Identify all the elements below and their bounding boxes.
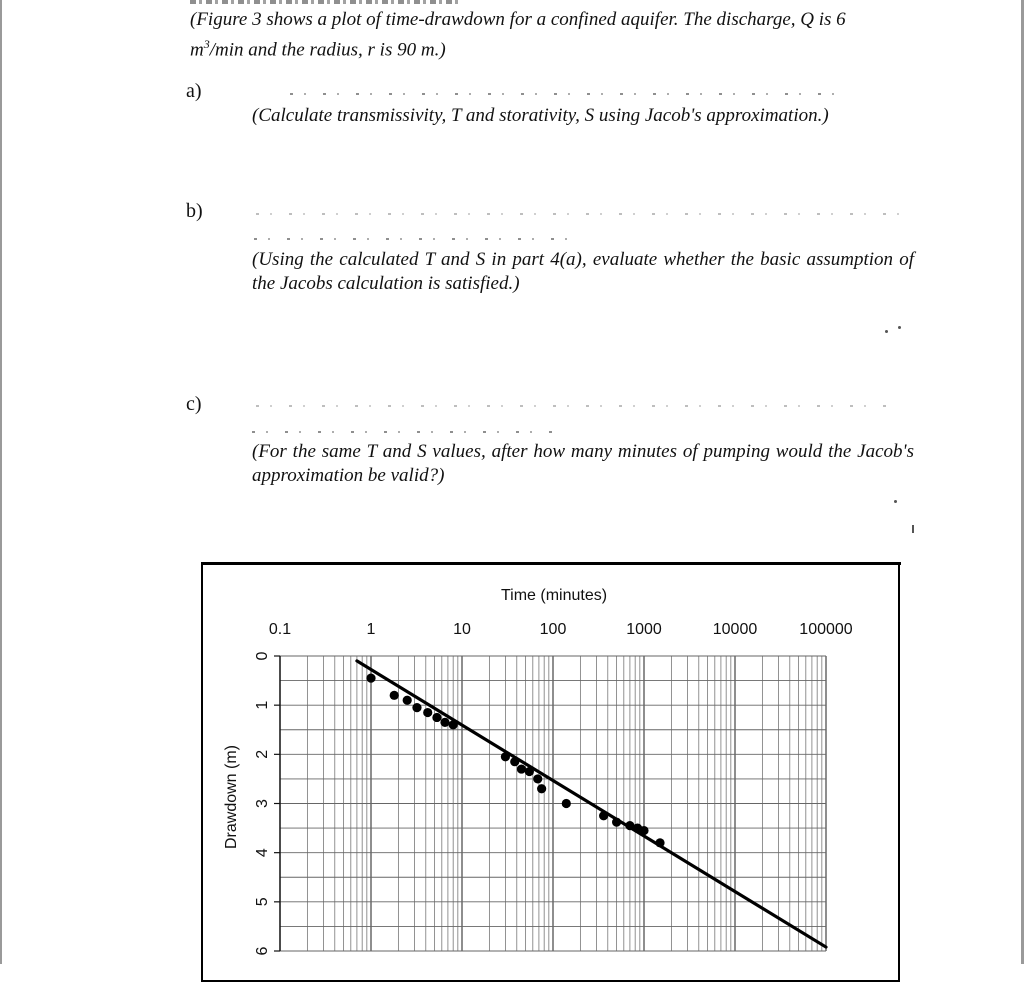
y-axis-label: Drawdown (m) xyxy=(223,744,240,850)
fit-line xyxy=(357,661,826,947)
data-point xyxy=(510,757,519,766)
data-point xyxy=(599,811,608,820)
x-tick-label: 100 xyxy=(539,621,567,638)
y-tick-label: 4 xyxy=(254,848,271,858)
data-point xyxy=(449,720,458,729)
part-b-question: (Using the calculated T and S in part 4(a), evaluate whether the basic assumption of the Jacobs calculation is satisfied.) xyxy=(252,249,914,294)
data-point xyxy=(403,696,412,705)
x-tick-label: 10000 xyxy=(712,621,758,638)
x-tick-label: 10 xyxy=(453,621,471,638)
intro-line-2: $m^3/\min$ and the radius, r is 90 m.) xyxy=(190,37,446,61)
data-point xyxy=(390,691,399,700)
y-tick-label: 2 xyxy=(254,749,271,759)
data-point xyxy=(423,708,432,717)
data-point xyxy=(612,818,621,827)
y-tick-label: 3 xyxy=(254,799,271,808)
data-point xyxy=(562,799,571,808)
data-point xyxy=(525,767,534,776)
x-tick-label: 100000 xyxy=(799,621,853,638)
part-c-question: (For the same T and S values, after how many minutes of pumping would the Jacob's approximation be valid?) xyxy=(252,441,914,486)
part-a-question: (Calculate transmissivity, T and storativity, S using Jacob's approximation.) xyxy=(252,105,829,126)
data-point xyxy=(639,826,648,835)
x-tick-label: 1000 xyxy=(626,621,662,638)
x-tick-label: 0.1 xyxy=(268,621,292,638)
y-tick-label: 5 xyxy=(254,897,271,907)
fit-line-group xyxy=(357,661,826,947)
data-points xyxy=(366,674,664,848)
y-tick-label: 1 xyxy=(254,700,271,710)
data-point xyxy=(412,703,421,712)
chart-title: Time (minutes) xyxy=(500,587,608,604)
data-point xyxy=(533,774,542,783)
data-point xyxy=(537,784,546,793)
data-point xyxy=(655,838,664,847)
part-b-label: b) xyxy=(186,200,203,222)
chart-grid xyxy=(280,656,826,951)
intro-line-1: (Figure 3 shows a plot of time-drawdown for a confined aquifer. The discharge, Q is 6 xyxy=(190,9,846,30)
x-tick-label: 1 xyxy=(366,621,376,638)
y-tick-label: 0 xyxy=(254,651,271,661)
data-point xyxy=(366,674,375,683)
chart-axes xyxy=(274,656,280,951)
y-tick-label: 6 xyxy=(254,946,271,956)
data-point xyxy=(440,718,449,727)
y-tick-labels xyxy=(254,651,271,955)
part-c-label: c) xyxy=(186,393,202,415)
data-point xyxy=(517,764,526,773)
data-point xyxy=(501,752,510,761)
x-tick-labels xyxy=(269,621,853,638)
data-point xyxy=(432,713,441,722)
part-a-label: a) xyxy=(186,80,202,102)
